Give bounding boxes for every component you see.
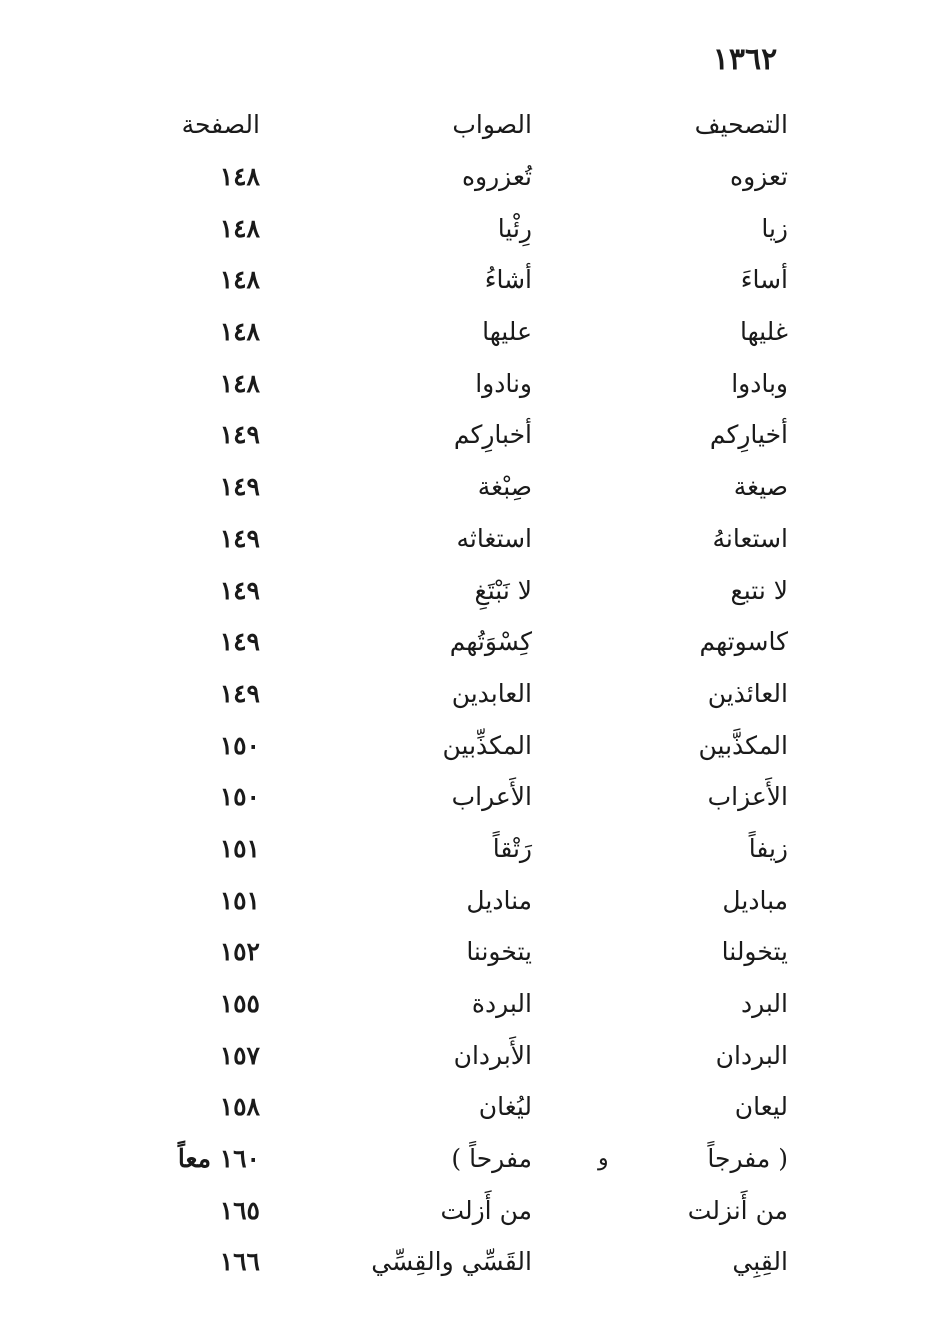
wrong-cell: زيفاً	[748, 833, 788, 863]
correct-cell: تُعزروه	[461, 162, 532, 191]
correct-cell: كِسْوَتُهم	[449, 627, 532, 657]
table-row	[0, 729, 940, 781]
table-row	[0, 574, 940, 626]
correct-cell: رِئْيا	[497, 213, 532, 243]
table-row	[0, 418, 940, 470]
table-row	[0, 522, 940, 574]
wrong-cell: العائذين	[707, 678, 788, 708]
table-row	[0, 160, 940, 212]
correct-cell: الأَبردان	[453, 1040, 532, 1070]
table-row	[0, 677, 940, 729]
table-row	[0, 263, 940, 315]
page-cell: ١٥١	[219, 833, 260, 863]
header-wrong: التصحيف	[694, 110, 788, 139]
table-row	[0, 1194, 940, 1246]
wrong-cell: وبادوا	[731, 368, 788, 398]
page-cell: ١٥٧	[219, 1040, 260, 1070]
correct-cell: يتخوننا	[466, 937, 532, 967]
wrong-cell: زيا	[761, 213, 788, 243]
wrong-cell: المكذَّبين	[698, 730, 788, 760]
page-cell: ١٥١	[219, 885, 260, 915]
correct-cell: ليُغان	[478, 1092, 532, 1122]
correct-cell: العابدين	[451, 678, 532, 708]
page-cell: ١٥٠	[219, 730, 260, 760]
page-cell: ١٥٨	[219, 1092, 260, 1122]
table-row	[0, 884, 940, 936]
correct-cell: صِبْغة	[477, 472, 532, 502]
wrong-cell: تعزوه	[730, 162, 788, 191]
page-cell: ١٤٨	[219, 317, 260, 347]
wrong-cell: أخيارِكم	[709, 420, 788, 450]
header-correct: الصواب	[452, 110, 532, 139]
correct-cell: ونادوا	[475, 368, 532, 398]
table-row	[0, 1245, 940, 1297]
page-cell: ١٥٢	[219, 937, 260, 967]
page-cell: ١٤٩	[219, 523, 260, 553]
correct-cell: لا نَبْتَغِ	[474, 575, 532, 605]
wrong-cell: أساءَ	[740, 265, 788, 295]
wrong-cell: استعانهُ	[712, 523, 788, 553]
page-number: ١٣٦٢	[712, 42, 778, 77]
correct-cell: أخبارِكم	[453, 420, 532, 450]
correct-cell: الأَعراب	[451, 782, 532, 812]
table-row	[0, 625, 940, 677]
correct-cell: عليها	[482, 317, 532, 347]
correct-cell: مناديل	[466, 885, 532, 915]
table-row	[0, 367, 940, 419]
page-cell: ١٤٩	[219, 678, 260, 708]
page-cell: ١٦٠ معاً	[177, 1144, 260, 1174]
correct-cell: أشاءُ	[484, 265, 532, 295]
wrong-cell: البرد	[740, 989, 788, 1018]
table-row	[0, 780, 940, 832]
wrong-cell: القِبِي	[732, 1247, 788, 1277]
table-row	[0, 470, 940, 522]
table-row	[0, 315, 940, 367]
page-cell: ١٤٨	[219, 368, 260, 398]
correct-cell: البردة	[471, 989, 532, 1018]
correct-cell: القَسِّي والقِسِّي	[371, 1247, 532, 1277]
page-cell: ١٤٩	[219, 472, 260, 502]
page-cell: ١٤٩	[219, 420, 260, 450]
correct-cell: المكذِّبين	[442, 730, 532, 760]
table-row	[0, 212, 940, 264]
wrong-cell: ليعان	[734, 1092, 788, 1122]
correct-cell: رَتْقاً	[492, 833, 532, 863]
correct-cell: استغاثه	[456, 523, 532, 553]
table-row	[0, 1142, 940, 1194]
page-cell: ١٤٨	[219, 265, 260, 295]
wrong-cell: كاسوتهم	[699, 627, 788, 657]
page-cell: ١٥٥	[219, 989, 260, 1018]
page-cell: ١٥٠	[219, 782, 260, 812]
page-cell: ١٤٩	[219, 575, 260, 605]
wrong-cell: صيغة	[733, 472, 788, 502]
table-row	[0, 1039, 940, 1091]
wrong-cell: مباديل	[722, 885, 788, 915]
page-cell: ١٤٨	[219, 213, 260, 243]
correct-cell: مفرحاً )	[451, 1144, 532, 1174]
header-page: الصفحة	[181, 110, 260, 139]
wrong-cell: الأَعزاب	[707, 782, 788, 812]
table-row	[0, 935, 940, 987]
table-row	[0, 1090, 940, 1142]
table-row	[0, 987, 940, 1039]
page-cell: ١٤٨	[219, 162, 260, 191]
table-header	[0, 108, 940, 148]
page-cell: ١٦٦	[219, 1247, 260, 1277]
page-cell: ١٤٩	[219, 627, 260, 657]
correct-cell: من أَزلت	[440, 1195, 532, 1225]
wrong-cell: ( مفرجاً	[707, 1144, 788, 1174]
corrections-table	[0, 160, 940, 1297]
wrong-cell: يتخولنا	[721, 937, 788, 967]
wrong-cell: لا نتبع	[730, 575, 788, 605]
table-row	[0, 832, 940, 884]
wrong-cell: البردان	[715, 1040, 788, 1070]
conjunction: و	[598, 1146, 609, 1172]
wrong-cell: من أَنزلت	[687, 1195, 788, 1225]
wrong-cell: غليها	[739, 317, 788, 347]
page-cell: ١٦٥	[219, 1195, 260, 1225]
